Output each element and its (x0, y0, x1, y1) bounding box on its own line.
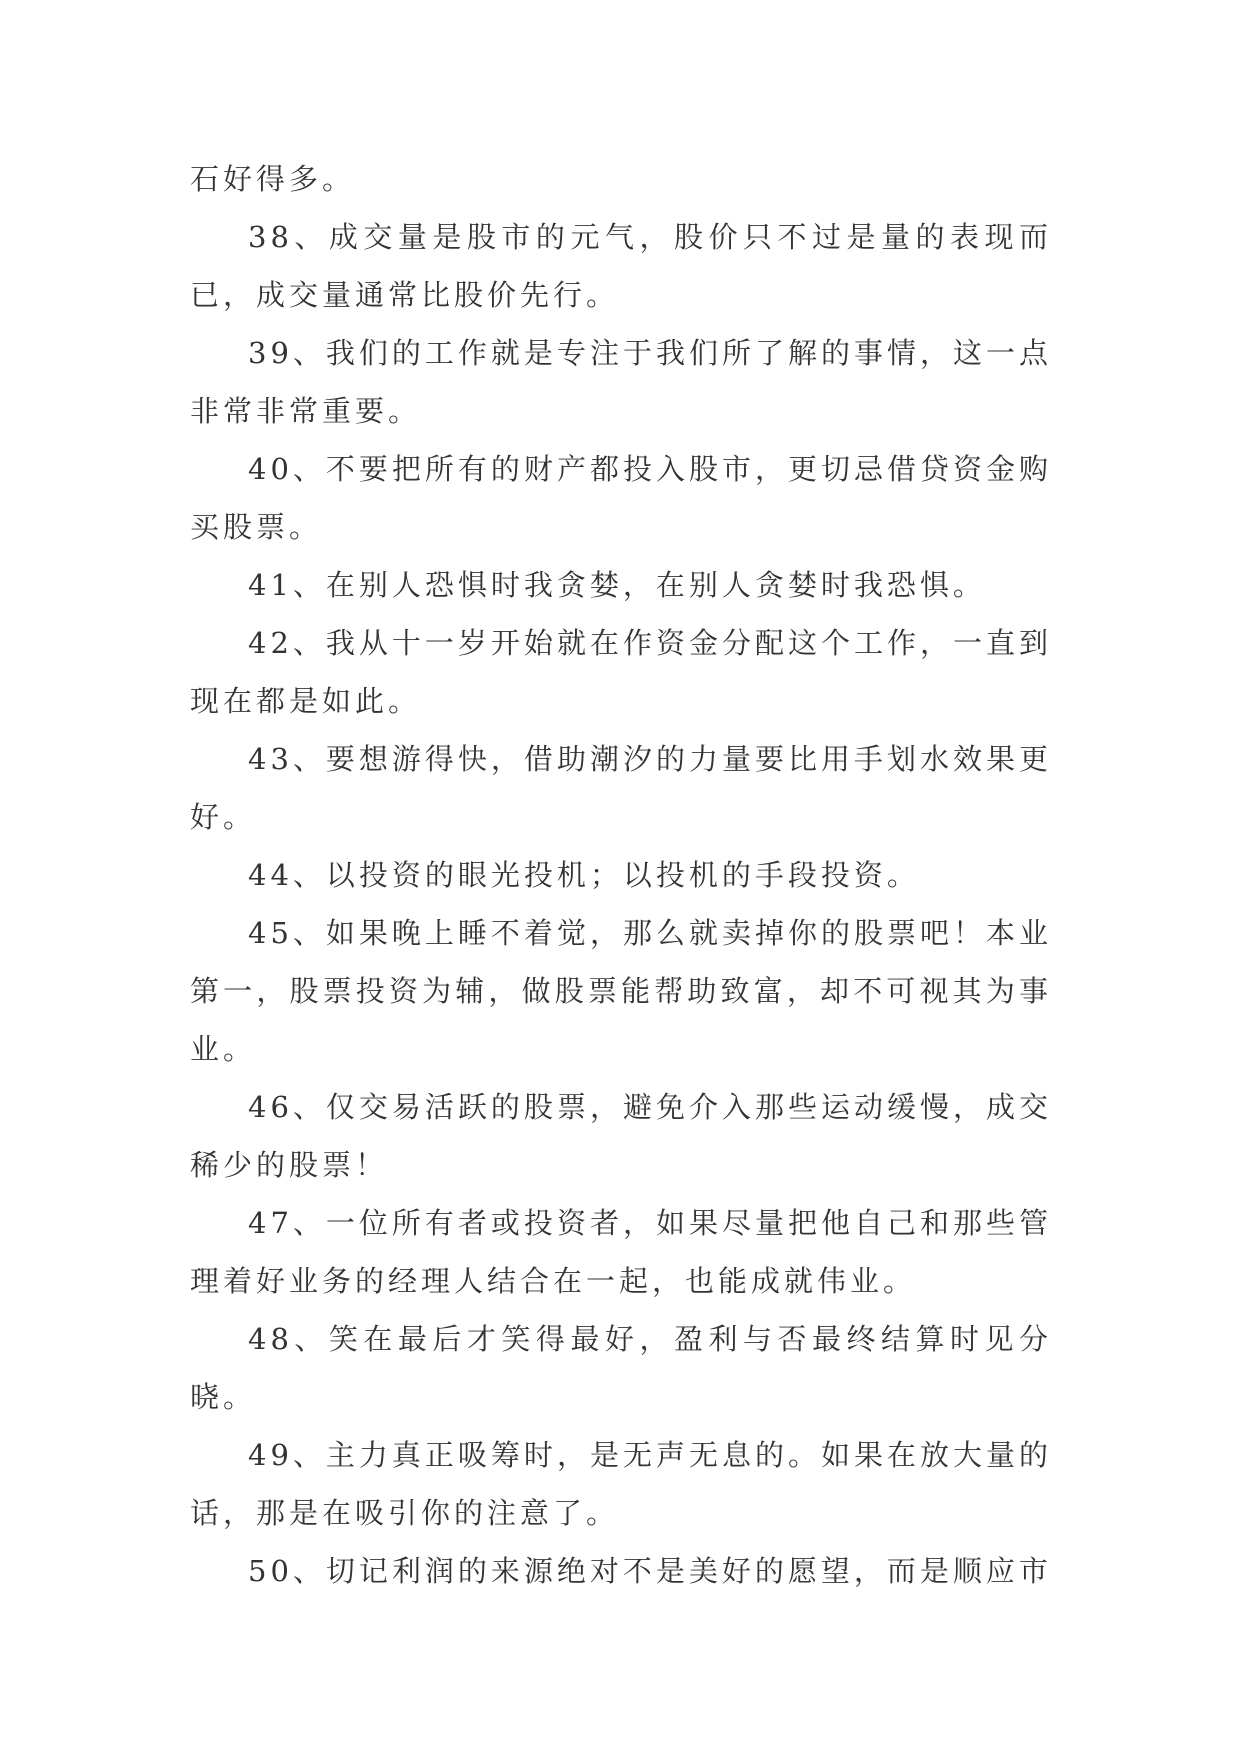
paragraph-continuation: 石好得多。 (190, 162, 356, 196)
paragraph-50: 50、切记利润的来源绝对不是美好的愿望，而是顺应市 (248, 1554, 1052, 1588)
paragraph-42: 42、我从十一岁开始就在作资金分配这个工作，一直到现在都是如此。 (190, 626, 1052, 718)
paragraph-39: 39、我们的工作就是专注于我们所了解的事情，这一点非常非常重要。 (190, 336, 1052, 428)
paragraph-44: 44、以投资的眼光投机；以投机的手段投资。 (248, 858, 920, 892)
paragraph-48: 48、笑在最后才笑得最好，盈利与否最终结算时见分晓。 (190, 1322, 1052, 1414)
paragraph-49: 49、主力真正吸筹时，是无声无息的。如果在放大量的话，那是在吸引你的注意了。 (190, 1438, 1052, 1530)
paragraph-45: 45、如果晚上睡不着觉，那么就卖掉你的股票吧！本业第一，股票投资为辅，做股票能帮助致富，却不可视其为事业。 (190, 916, 1052, 1066)
paragraph-46: 46、仅交易活跃的股票，避免介入那些运动缓慢，成交稀少的股票！ (190, 1090, 1052, 1182)
paragraph-47: 47、一位所有者或投资者，如果尽量把他自己和那些管理着好业务的经理人结合在一起，也能成就伟业。 (190, 1206, 1052, 1298)
paragraph-40: 40、不要把所有的财产都投入股市，更切忌借贷资金购买股票。 (190, 452, 1052, 544)
paragraph-38: 38、成交量是股市的元气，股价只不过是量的表现而已，成交量通常比股价先行。 (190, 220, 1052, 312)
paragraph-41: 41、在别人恐惧时我贪婪，在别人贪婪时我恐惧。 (248, 568, 986, 602)
paragraph-43: 43、要想游得快，借助潮汐的力量要比用手划水效果更好。 (190, 742, 1052, 834)
document-page (190, 150, 1052, 1600)
